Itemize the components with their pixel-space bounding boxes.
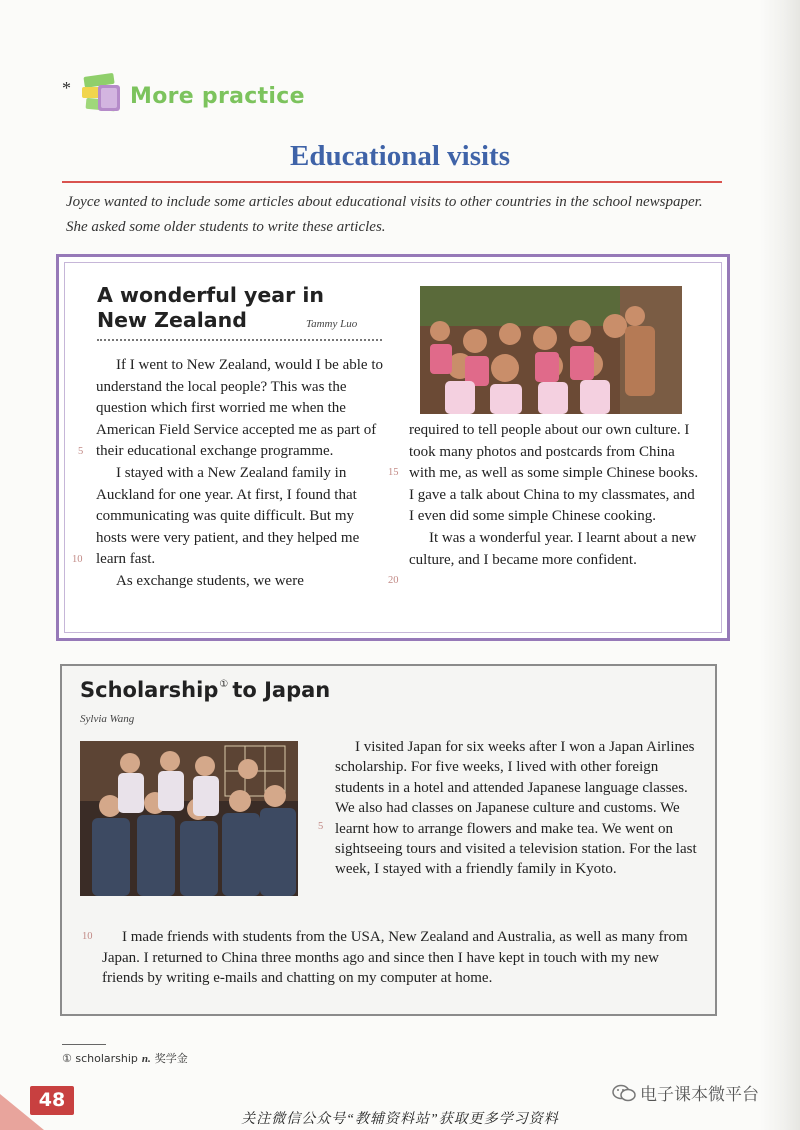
article1-right-column	[409, 420, 699, 571]
wechat-icon	[612, 1084, 636, 1102]
article1-paragraph: If I went to New Zealand, would I be able to understand the local people? This was the question which first worried me when the American Field Service accepted me as part of their educational exchange programme.	[96, 357, 383, 460]
new-zealand-group-photo	[420, 286, 682, 414]
line-number: 10	[82, 931, 93, 942]
footnote-divider	[62, 1044, 106, 1045]
article2-title: Scholarship① to Japan	[80, 678, 331, 702]
line-number: 15	[388, 467, 399, 478]
dotted-divider	[97, 339, 382, 341]
section-label: More practice	[130, 84, 305, 109]
line-number: 10	[72, 554, 83, 565]
article2-paragraph1: I visited Japan for six weeks after I won a Japan Airlines scholarship. For five weeks, I lived with other foreign students in a hotel and attended Japanese language classes. We also had classes on Japanese culture and customs. We learnt how to arrange flowers and make tea. We went on sightseeing tours and visited a television station. For the last week, I stayed with a friendly family in Kyoto.	[335, 739, 697, 878]
article1-paragraph: required to tell people about our own culture. I took many photos and postcards from China with me, as well as some simple Chinese books. I gave a talk about China to my classmates, and I even did some simple Chinese cooking.	[409, 422, 699, 525]
footnote-ref: ①	[219, 679, 229, 690]
line-number: 5	[78, 446, 84, 457]
japan-group-photo	[80, 741, 298, 896]
article1-author: Tammy Luo	[306, 318, 358, 330]
article1-paragraph: As exchange students, we were	[116, 572, 304, 589]
footnote: ① scholarship n. 奖学金	[62, 1052, 188, 1065]
optional-marker: *	[62, 78, 71, 98]
article1-title: A wonderful year in New Zealand	[97, 283, 324, 332]
page-title: Educational visits	[290, 140, 510, 172]
article2-paragraph2: I made friends with students from the USA, New Zealand and Australia, as well as many from Japan. I returned to China three months ago and since then I have kept in touch with my new friends by writing e-mails and chatting on my computer at home.	[102, 929, 688, 986]
intro-text: Joyce wanted to include some articles about educational visits to other countries in the school newspaper. She asked some older students to write these articles.	[66, 194, 703, 235]
watermark-platform: 电子课本微平台	[612, 1080, 759, 1105]
page-number: 48	[30, 1086, 74, 1115]
title-divider	[62, 181, 722, 183]
watermark-notice: 关注微信公众号“教辅资料站”获取更多学习资料	[241, 1112, 559, 1127]
books-icon	[78, 72, 126, 114]
line-number: 20	[388, 575, 399, 586]
article2-author: Sylvia Wang	[80, 713, 135, 725]
article1-paragraph: It was a wonderful year. I learnt about a new culture, and I became more confident.	[409, 529, 697, 568]
article1-left-column	[96, 355, 386, 593]
line-number: 5	[318, 821, 324, 832]
article1-paragraph: I stayed with a New Zealand family in Auckland for one year. At first, I found that communicating was quite difficult. But my hosts were very patient, and they helped me learn fast.	[96, 464, 360, 568]
